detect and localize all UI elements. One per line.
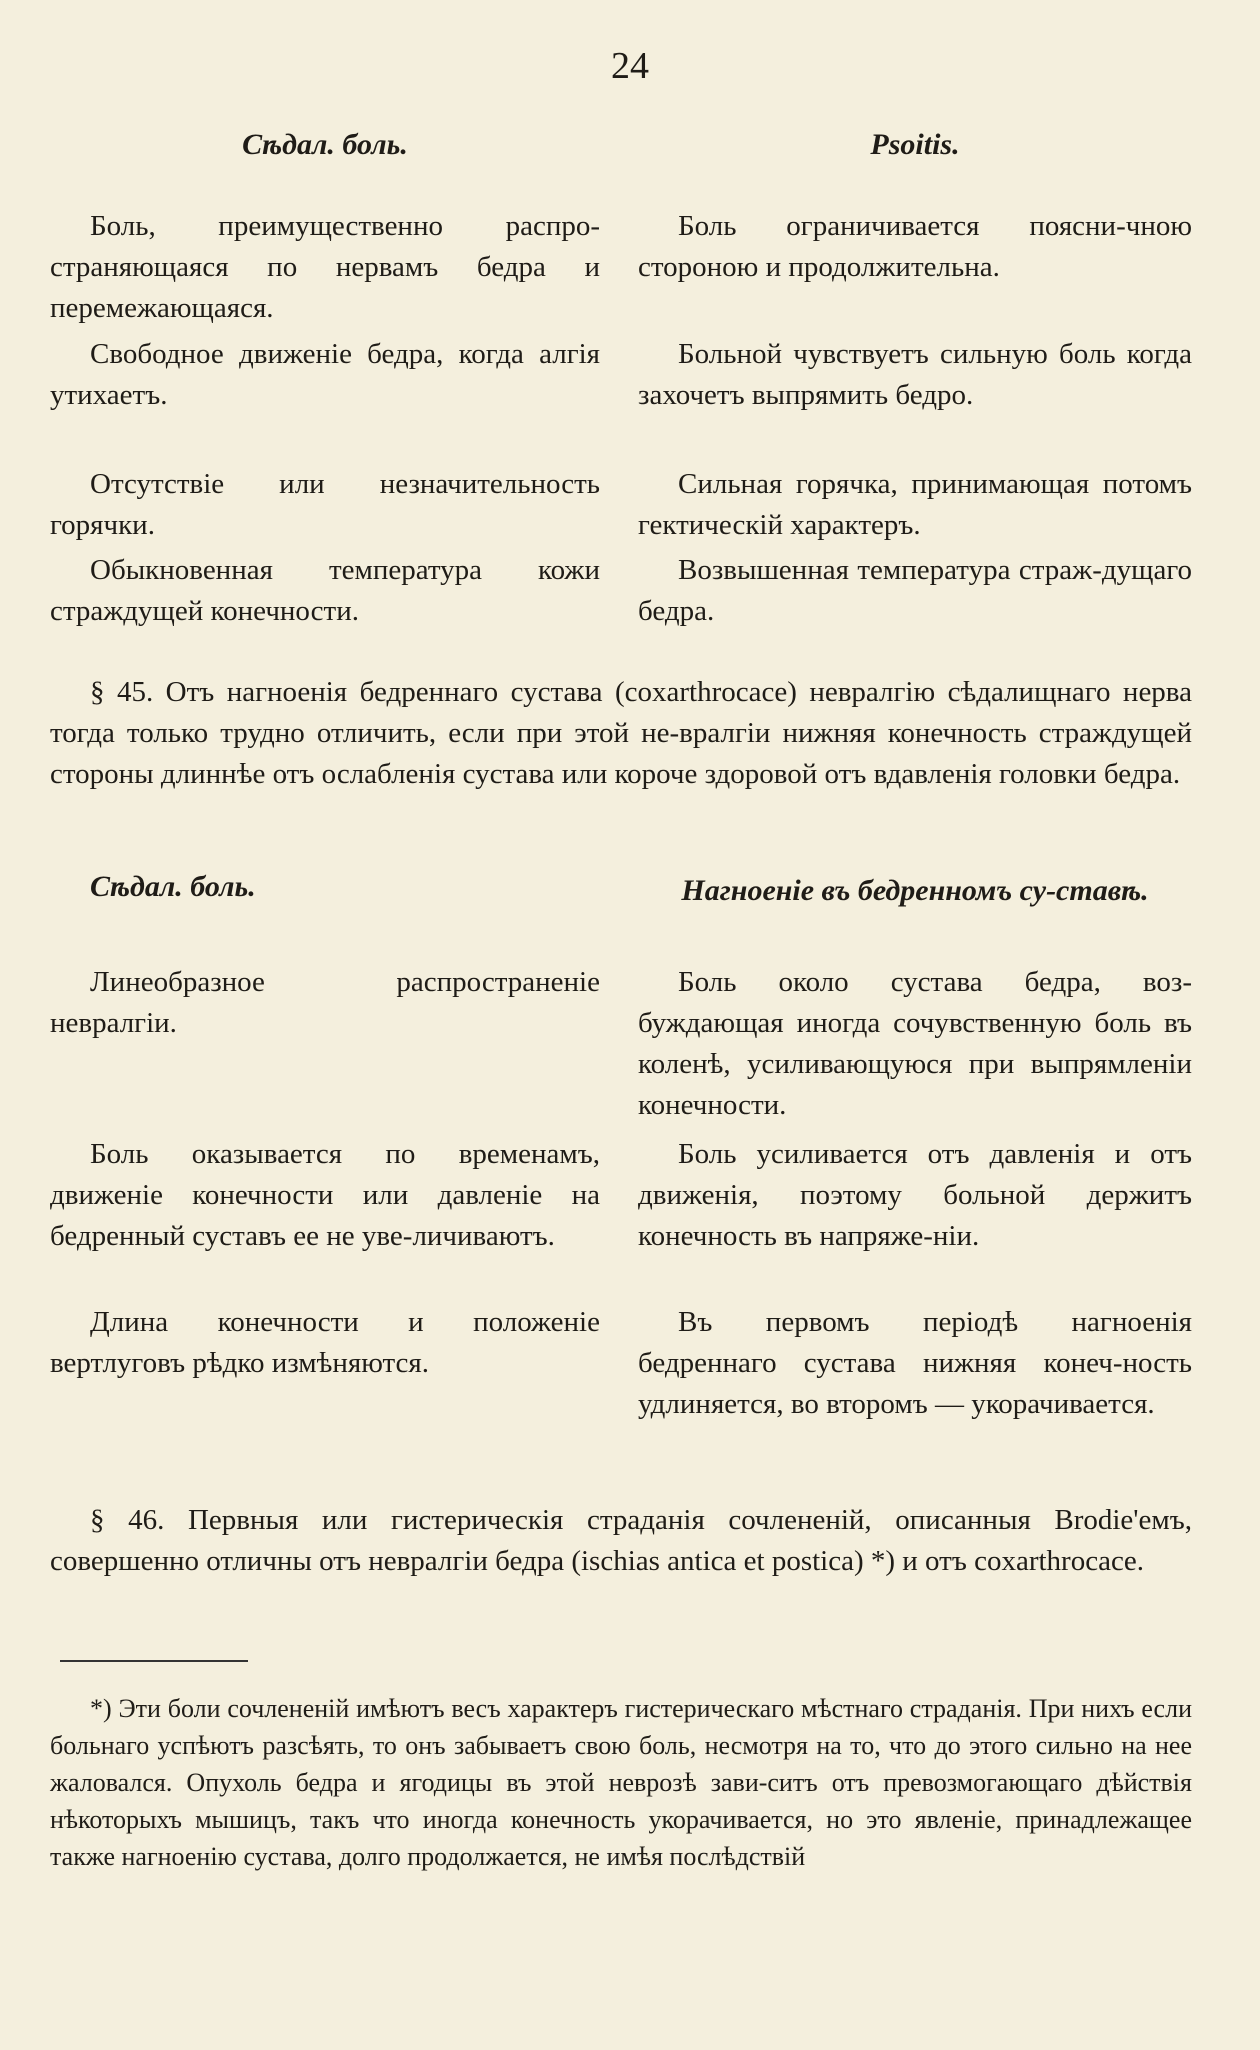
table1-row4-left: Обыкновенная температура кожи страждущей конечности. [50, 554, 600, 627]
table2-right-header: Нагноеніе въ бедренномъ су-ставѣ. [681, 874, 1149, 907]
table2-row2-right: Боль усиливается отъ давленія и отъ движенія, поэтому больной держитъ конечность въ напряже-ніи. [638, 1138, 1192, 1252]
table1-row2-left: Свободное движеніе бедра, когда алгія утихаетъ. [50, 338, 600, 411]
table2-row1-left: Линеобразное распространеніе невралгіи. [50, 966, 600, 1039]
table1-row3-right: Сильная горячка, принимающая потомъ гектическій характеръ. [638, 468, 1192, 541]
footnote: *) Эти боли сочлененій имѣютъ весъ характеръ гистерическаго мѣстнаго страданія. При нихъ если больнаго успѣютъ разсѣять, то онъ забываетъ свою боль, несмотря на то, что до этого сильно на нее жаловался. Опухоль бедра и ягодицы въ этой неврозѣ зави-ситъ отъ превозмогающаго дѣйствія нѣкоторыхъ мышицъ, такъ что иногда конечность укорачивается, но это явленіе, принадлежащее также нагноенію сустава, долго продолжается, не имѣя послѣдствій [50, 1694, 1192, 1871]
table1-row2-right: Больной чувствуетъ сильную боль когда захочетъ выпрямить бедро. [638, 338, 1192, 411]
paragraph-45: § 45. Отъ нагноенія бедреннаго сустава (coxarthrocace) невралгію сѣдалищнаго нерва тогда только трудно отличить, если при этой не-вралгіи нижняя конечность страждущей стороны длиннѣе отъ ослабленія сустава или короче здоровой отъ вдавленія головки бедра. [50, 676, 1192, 790]
table1-row4-right: Возвышенная температура страж-дущаго бедра. [638, 554, 1192, 627]
table2-left-header: Сѣдал. боль. [90, 870, 256, 903]
table2-row1-right: Боль около сустава бедра, воз-буждающая иногда сочувственную боль въ коленѣ, усиливающуюся при выпрямленіи конечности. [638, 966, 1192, 1121]
page-number: 24 [611, 45, 649, 87]
table2-row3-right: Въ первомъ періодѣ нагноенія бедреннаго сустава нижняя конеч-ность удлиняется, во второмъ — укорачивается. [638, 1306, 1192, 1420]
table1-row1-left: Боль, преимущественно распро-страняющаяся по нервамъ бедра и перемежающаяся. [50, 210, 600, 324]
table2-row2-left: Боль оказывается по временамъ, движеніе конечности или давленіе на бедренный суставъ ее не уве-личиваютъ. [50, 1138, 600, 1252]
table1-row3-left: Отсутствіе или незначительность горячки. [50, 468, 600, 541]
table1-left-header: Сѣдал. боль. [242, 128, 408, 161]
paragraph-46: § 46. Первныя или гистерическія страданія сочлененій, описанныя Brodie'емъ, совершенно отличны отъ невралгіи бедра (ischias antica et postica) *) и отъ coxarthrocace. [50, 1504, 1192, 1577]
table1-right-header: Psoitis. [870, 128, 960, 161]
table1-row1-right: Боль ограничивается поясни-чною стороною и продолжительна. [638, 210, 1192, 283]
table2-row3-left: Длина конечности и положеніе вертлуговъ рѣдко измѣняются. [50, 1306, 600, 1379]
footnote-rule [60, 1660, 248, 1662]
